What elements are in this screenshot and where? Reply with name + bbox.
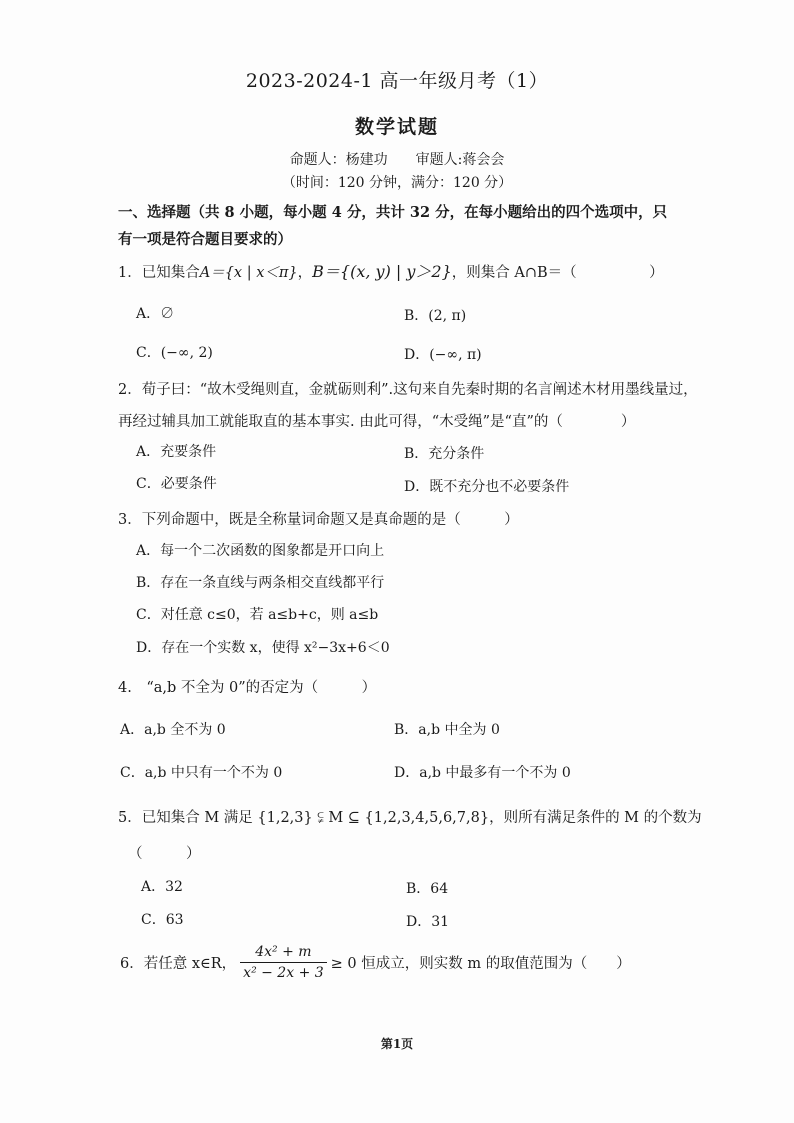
- question-5-line-1: 5．已知集合 M 满足 {1,2,3} ⫋ M ⊆ {1,2,3,4,5,6,7,8}，则所有满足条件的 M 的个数为: [118, 810, 702, 826]
- question-2-line-1: 2．荀子曰：“故木受绳则直，金就砺则利”.这句来自先秦时期的名言阐述木材用墨线量过，: [118, 382, 698, 398]
- question-5-option-b: B．64: [406, 881, 449, 897]
- set-a: A＝{x | x＜π}: [199, 265, 298, 281]
- question-4-option-c: C．a,b 中只有一个不为 0: [120, 765, 283, 781]
- question-1-option-d: D．(−∞, π): [404, 347, 482, 363]
- question-2-line-2: 再经过辅具加工就能取直的基本事实. 由此可得，“木受绳”是“直”的（ ）: [118, 414, 636, 430]
- question-3-option-c: C．对任意 c≤0，若 a≤b+c，则 a≤b: [136, 607, 379, 623]
- question-5-line-2: （ ）: [128, 846, 201, 862]
- question-6-stem-start: 6．若任意 x∈R，: [120, 956, 237, 972]
- question-3-option-d: D．存在一个实数 x，使得 x²−3x+6＜0: [136, 640, 390, 656]
- question-6-fraction: [240, 944, 326, 981]
- question-6-stem: [120, 944, 631, 981]
- fraction-numerator: 4x² + m: [240, 944, 326, 963]
- question-5-option-a: A．32: [141, 879, 183, 895]
- question-2-option-d: D．既不充分也不必要条件: [404, 479, 570, 495]
- exam-subtitle: 数学试题: [354, 116, 439, 138]
- question-2-option-c: C．必要条件: [136, 476, 217, 492]
- exam-time-info: （时间：120 分钟，满分：120 分）: [281, 175, 513, 191]
- question-4-option-d: D．a,b 中最多有一个不为 0: [394, 765, 571, 781]
- question-6-stem-end: ≥ 0 恒成立，则实数 m 的取值范围为（ ）: [330, 956, 631, 972]
- question-1-stem-end: ，则集合 A∩B＝（ ）: [451, 265, 664, 281]
- question-5-option-c: C．63: [141, 912, 184, 928]
- question-1-option-c: C．(−∞, 2): [136, 345, 213, 361]
- page-number: 第1页: [380, 1037, 414, 1051]
- section-heading: 一、选择题（共 8 小题，每小题 4 分，共计 32 分，在每小题给出的四个选项中，只有一项是符合题目要求的）: [118, 204, 668, 248]
- question-3-option-b: B．存在一条直线与两条相交直线都平行: [136, 575, 385, 591]
- question-1-stem: [118, 259, 664, 282]
- question-1-separator: ，: [297, 265, 313, 281]
- question-1-option-b: B．(2, π): [404, 308, 467, 324]
- question-1-stem-start: 1．已知集合: [118, 265, 200, 281]
- question-2-option-b: B．充分条件: [404, 446, 485, 462]
- exam-title: 2023-2024-1 高一年级月考（1）: [245, 70, 549, 92]
- question-3-stem: 3．下列命题中，既是全称量词命题又是真命题的是（ ）: [118, 512, 519, 528]
- question-4-option-a: A．a,b 全不为 0: [120, 722, 226, 738]
- fraction-denominator: x² − 2x + 3: [243, 965, 324, 981]
- question-4-stem: 4. “a,b 不全为 0”的否定为（ ）: [118, 680, 377, 696]
- question-2-option-a: A．充要条件: [136, 444, 217, 460]
- question-3-option-a: A．每一个二次函数的图象都是开口向上: [136, 543, 385, 559]
- set-b: B＝{(x, y) | y＞2}: [312, 262, 452, 281]
- question-5-option-d: D．31: [406, 914, 450, 930]
- exam-authors: 命题人：杨建功 审题人:蒋会会: [289, 152, 505, 168]
- question-1-option-a: A．∅: [136, 306, 175, 322]
- question-4-option-b: B．a,b 中全为 0: [394, 722, 500, 738]
